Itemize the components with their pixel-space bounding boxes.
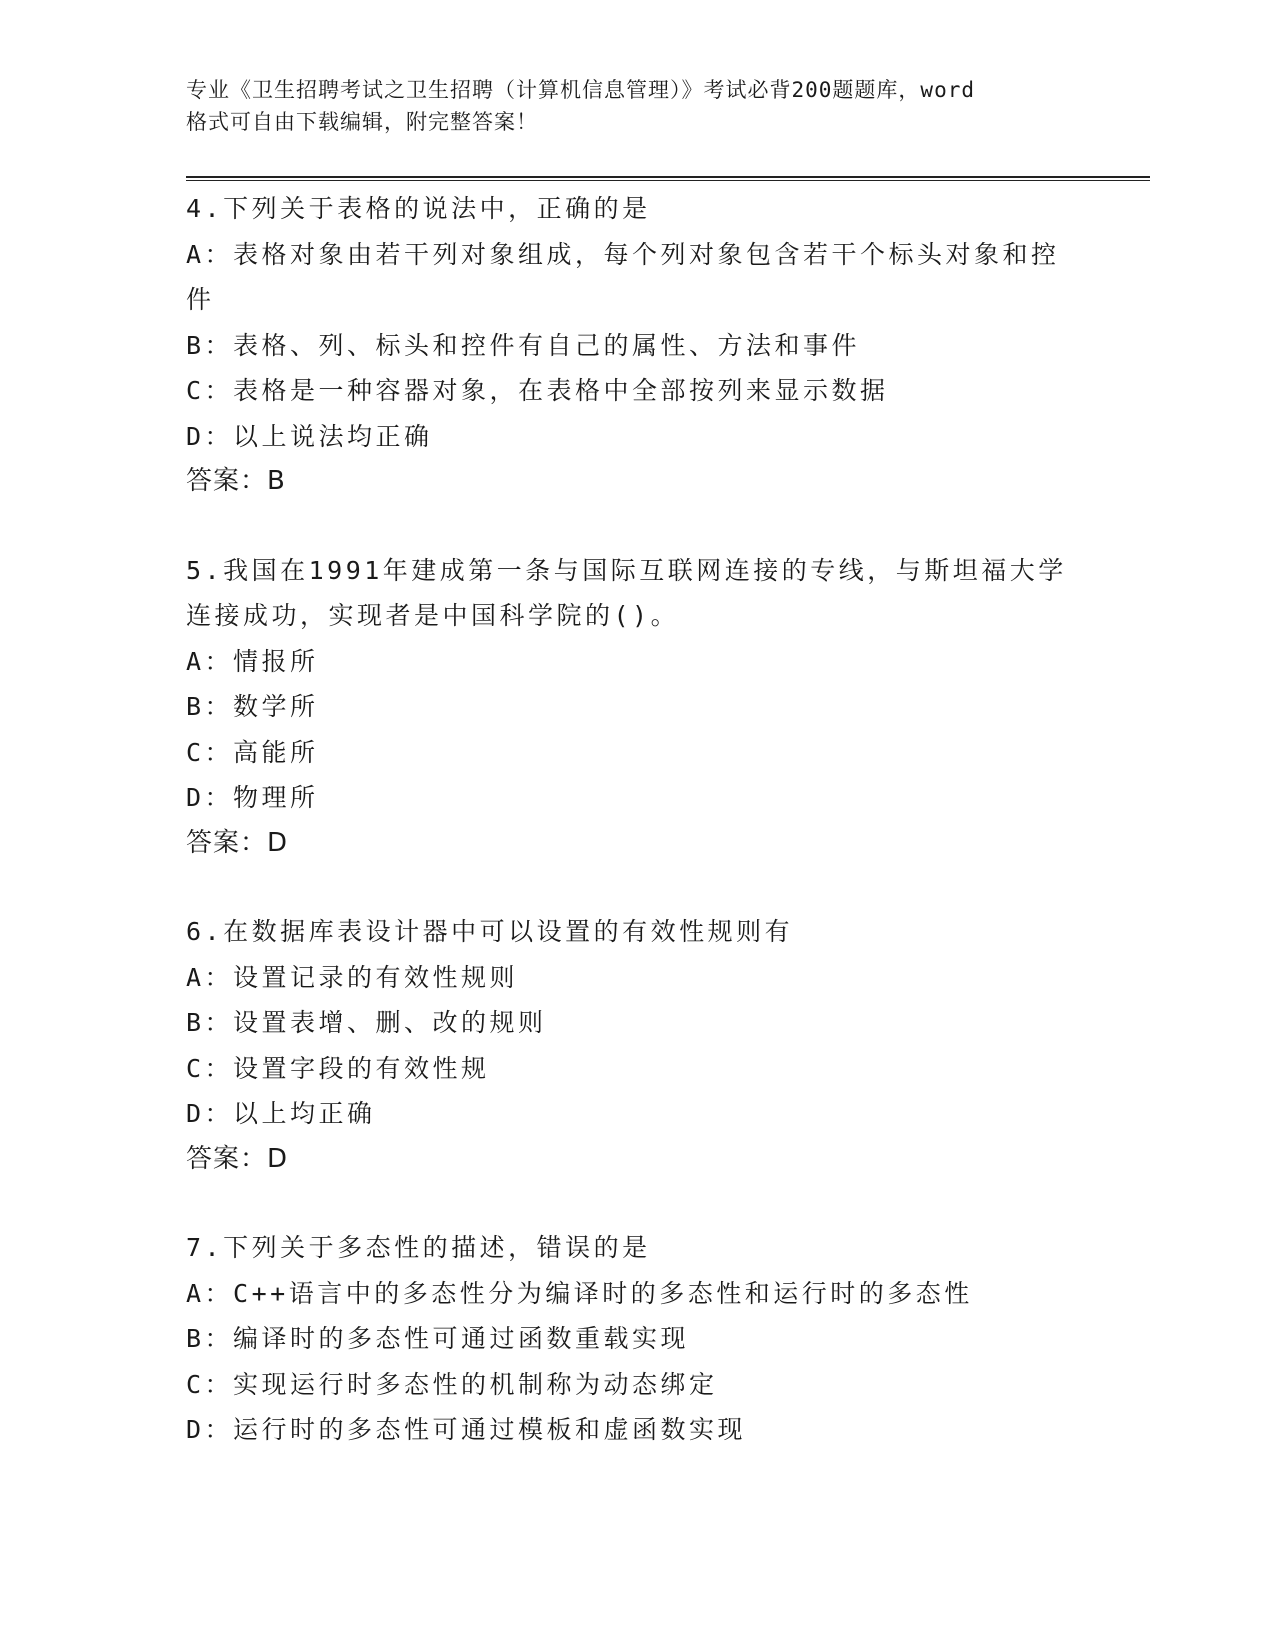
option-a-continued: 件 <box>186 285 215 314</box>
question-stem: 7.下列关于多态性的描述，错误的是 <box>186 1233 651 1262</box>
option-c: C：设置字段的有效性规 <box>186 1053 490 1083</box>
spacer <box>186 866 1086 909</box>
document-header <box>186 74 1086 138</box>
option-c: C：高能所 <box>186 737 319 767</box>
header-divider <box>186 176 1150 181</box>
question-stem: 6.在数据库表设计器中可以设置的有效性规则有 <box>186 917 794 946</box>
option-c: C：表格是一种容器对象，在表格中全部按列来显示数据 <box>186 376 889 405</box>
option-a: A：设置记录的有效性规则 <box>186 962 519 992</box>
option-d: D：物理所 <box>186 783 319 812</box>
answer-label: 答案：D <box>186 827 289 858</box>
option-b: B：设置表增、删、改的规则 <box>186 1008 547 1037</box>
option-a: A：表格对象由若干列对象组成，每个列对象包含若干个标头对象和控 <box>186 239 1060 269</box>
header-line-1: 专业《卫生招聘考试之卫生招聘（计算机信息管理）》考试必背200题题库，word <box>186 78 975 102</box>
option-b: B：编译时的多态性可通过函数重载实现 <box>186 1324 690 1353</box>
option-a: A：情报所 <box>186 646 319 676</box>
question-6 <box>186 909 1086 1182</box>
answer-label: 答案：D <box>186 1143 289 1174</box>
question-stem: 5.我国在1991年建成第一条与国际互联网连接的专线，与斯坦福大学 <box>186 555 1067 585</box>
question-4 <box>186 186 1086 505</box>
option-b: B：表格、列、标头和控件有自己的属性、方法和事件 <box>186 330 861 360</box>
option-d: D：以上说法均正确 <box>186 421 433 451</box>
answer-label: 答案：B <box>186 466 286 496</box>
question-stem-continued: 连接成功，实现者是中国科学院的()。 <box>186 601 680 630</box>
option-a: A：C++语言中的多态性分为编译时的多态性和运行时的多态性 <box>186 1278 973 1308</box>
option-b: B：数学所 <box>186 692 319 721</box>
header-line-2: 格式可自由下载编辑，附完整答案！ <box>186 110 538 134</box>
question-7 <box>186 1225 1086 1453</box>
option-c: C：实现运行时多态性的机制称为动态绑定 <box>186 1369 718 1399</box>
question-list <box>186 186 1086 1453</box>
option-d: D：以上均正确 <box>186 1099 376 1128</box>
spacer <box>186 505 1086 548</box>
question-stem: 4.下列关于表格的说法中，正确的是 <box>186 194 651 223</box>
option-d: D：运行时的多态性可通过模板和虚函数实现 <box>186 1415 747 1444</box>
spacer <box>186 1182 1086 1225</box>
question-5 <box>186 548 1086 867</box>
